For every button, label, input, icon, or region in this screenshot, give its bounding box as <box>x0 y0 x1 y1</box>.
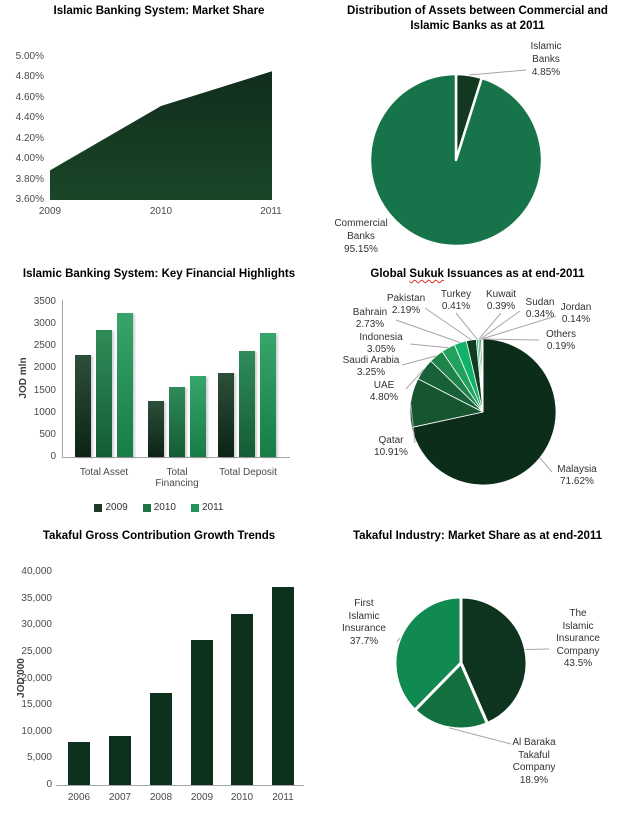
x-axis-line <box>56 785 304 786</box>
pie-slice-label-malaysia <box>546 464 608 488</box>
pie-label-line: Jordan <box>560 302 592 313</box>
x-axis-tick: 2008 <box>149 792 173 803</box>
bar-2007 <box>109 736 131 785</box>
bar-2011-total-asset <box>117 313 133 457</box>
y-axis-tick: 4.20% <box>15 132 44 144</box>
y-axis-tick: 3.60% <box>15 194 44 205</box>
bar-2010 <box>231 614 253 785</box>
y-axis-tick: 40,000 <box>21 566 52 577</box>
x-category-label: Total Financing <box>155 467 199 489</box>
pie-slice-label-the-islamic-insurance-company <box>547 608 609 671</box>
bar-2010-total-financing <box>169 387 185 457</box>
pie-label-line: Bahrain <box>352 307 388 318</box>
chart-title <box>0 529 318 544</box>
pie-label-line: 71.62% <box>560 476 594 487</box>
bar-2011-total-deposit <box>260 333 276 457</box>
bar-2011 <box>272 587 294 785</box>
pie-label-line: Malaysia <box>557 464 597 475</box>
pie-slice-label-commercial-banks <box>328 217 394 256</box>
pie-slice-commercial-banks <box>370 74 542 246</box>
y-axis-line <box>62 300 63 458</box>
x-category-label: Total Asset <box>79 467 129 478</box>
chart-cell-key-financial-highlights <box>0 260 318 520</box>
chart-title <box>0 267 318 282</box>
chart-cell-takaful-contribution <box>0 520 318 814</box>
x-axis-tick: 2007 <box>108 792 132 803</box>
y-axis-tick: 10,000 <box>21 725 52 737</box>
pie-label-line: First <box>354 598 374 609</box>
y-axis-tick: 0 <box>46 779 52 790</box>
y-axis-tick: 500 <box>39 428 56 440</box>
bar-2009-total-financing <box>148 401 164 457</box>
y-axis-tick: 4.60% <box>15 91 44 103</box>
x-axis-tick: 2009 <box>190 792 214 803</box>
pie-slice-label-jordan <box>548 302 604 326</box>
pie-label-line: 4.80% <box>369 392 399 403</box>
pie-slice-label-indonesia <box>349 332 413 356</box>
chart-title-text: Distribution of Assets between Commercial and Islamic Banks as at 2011 <box>347 5 608 32</box>
pie-label-line: UAE <box>373 380 395 391</box>
x-category-label: Total Deposit <box>219 467 277 478</box>
chart-title <box>0 4 318 19</box>
pie-label-line: 10.91% <box>374 447 408 458</box>
bar-2010-total-asset <box>96 330 112 457</box>
chart-cell-global-sukuk <box>318 260 637 520</box>
y-axis-tick: 35,000 <box>21 592 52 604</box>
pie-label-line: 3.05% <box>366 344 396 355</box>
legend-item-2011 <box>191 502 224 513</box>
legend-item-2009 <box>94 502 127 513</box>
title-misspelled-word: Sukuk <box>409 268 444 280</box>
pie-label-line: Insurance <box>556 633 600 644</box>
pie-label-line: Company <box>512 762 556 773</box>
pie-slice-label-saudi-arabia <box>335 355 407 379</box>
pie-label-line: Islamic <box>348 610 380 622</box>
legend-swatch-2009 <box>94 504 102 512</box>
x-axis-tick: 2009 <box>38 206 62 217</box>
y-axis-tick: 0 <box>50 451 56 462</box>
pie-label-line: 0.14% <box>561 314 591 325</box>
pie-label-line: 0.41% <box>441 301 471 312</box>
pie-slice-label-al-baraka-takaful-company <box>501 737 567 787</box>
chart-title-text: Takaful Gross Contribution Growth Trends <box>42 530 276 542</box>
pie-slice-label-islamic-banks <box>515 40 577 79</box>
pie-slice-label-uae <box>360 380 408 404</box>
pie-label-line: 4.85% <box>531 67 561 78</box>
legend-swatch-2011 <box>191 504 199 512</box>
pie-slice-label-others <box>533 329 589 353</box>
pie-label-line: Indonesia <box>359 332 403 343</box>
y-axis-tick: 3500 <box>33 296 56 307</box>
y-axis-tick: 4.40% <box>15 112 44 124</box>
legend-label: 2009 <box>105 502 128 513</box>
pie-label-line: 0.19% <box>546 341 576 352</box>
chart-title-text: Takaful Industry: Market Share as at end-2011 <box>352 530 603 542</box>
pie-label-line: 18.9% <box>519 774 549 786</box>
pie-label-line: 0.34% <box>525 309 555 320</box>
pie-label-line: Saudi Arabia <box>342 355 400 366</box>
pie-label-line: Sudan <box>525 297 555 308</box>
pie-label-line: The <box>569 608 587 619</box>
title-suffix: Issuances as at end-2011 <box>443 268 585 280</box>
leader-line-turkey <box>456 313 477 339</box>
bar-2006 <box>68 742 90 785</box>
pie-label-line: Insurance <box>342 623 386 634</box>
chart-cell-takaful-market-share <box>318 520 637 814</box>
pie-label-line: 37.7% <box>349 635 379 647</box>
bar-2009-total-deposit <box>218 373 234 457</box>
pie-label-line: Company <box>556 645 600 657</box>
pie-label-line: 2.19% <box>391 305 421 316</box>
chart-title-text: Islamic Banking System: Market Share <box>53 5 265 17</box>
pie-label-line: Islamic <box>530 41 562 52</box>
y-axis-title: JOD mln <box>18 357 29 399</box>
legend <box>0 502 318 513</box>
pie-label-line: Commercial <box>334 218 388 229</box>
pie-label-line: 0.39% <box>486 301 516 312</box>
y-axis-tick: 30,000 <box>21 619 52 631</box>
leader-line-kuwait <box>479 313 501 339</box>
pie-label-line: Others <box>545 329 576 340</box>
bar-2009-total-asset <box>75 355 91 457</box>
y-axis-tick: 20,000 <box>21 672 52 684</box>
pie-label-line: Turkey <box>440 289 472 300</box>
y-axis-tick: 5.00% <box>15 51 44 62</box>
legend-item-2010 <box>143 502 176 513</box>
title-prefix: Global <box>370 268 410 280</box>
chart-cell-assets-distribution <box>318 0 637 260</box>
y-axis-tick: 25,000 <box>21 645 52 657</box>
pie-slice-label-qatar <box>363 435 419 459</box>
chart-cell-market-share <box>0 0 318 260</box>
legend-swatch-2010 <box>143 504 151 512</box>
pie-label-line: 3.25% <box>356 367 386 378</box>
pie-label-line: Banks <box>347 231 375 242</box>
pie-label-line: Al Baraka <box>512 737 556 748</box>
y-axis-tick: 5,000 <box>26 752 52 764</box>
x-axis-tick: 2010 <box>230 792 254 803</box>
area-series-market-share <box>50 71 272 200</box>
y-axis-tick: 3.80% <box>15 173 44 185</box>
x-axis-line <box>62 457 290 458</box>
y-axis-tick: 1500 <box>33 384 56 396</box>
leader-line-the-islamic-insurance-company <box>526 649 549 650</box>
y-axis-tick: 2000 <box>33 362 56 374</box>
pie-label-line: 43.5% <box>563 658 593 669</box>
pie-label-line: 95.15% <box>344 244 378 255</box>
pie-label-line: Takaful <box>518 749 550 761</box>
x-axis-tick: 2010 <box>149 206 173 217</box>
bar-2011-total-financing <box>190 376 206 457</box>
pie-label-line: Banks <box>532 54 560 65</box>
y-axis-tick: 2500 <box>33 340 56 352</box>
bar-2008 <box>150 693 172 785</box>
y-axis-tick: 3000 <box>33 318 56 330</box>
chart-title-text: Islamic Banking System: Key Financial Highlights <box>22 268 296 280</box>
area-chart <box>50 50 272 202</box>
pie-label-line: Islamic <box>562 620 594 632</box>
x-axis-tick: 2011 <box>272 792 294 803</box>
pie-label-line: Pakistan <box>386 293 426 304</box>
x-axis-tick: 2006 <box>67 792 91 803</box>
pie-slice-label-first-islamic-insurance <box>332 598 396 648</box>
pie-label-line: Kuwait <box>485 289 516 300</box>
legend-label: 2011 <box>201 502 224 513</box>
leader-line-indonesia <box>410 344 448 348</box>
bar-2010-total-deposit <box>239 351 255 457</box>
pie-label-line: Qatar <box>378 435 404 446</box>
y-axis-tick: 1000 <box>33 406 56 418</box>
bar-2009 <box>191 640 213 785</box>
y-axis-tick: 4.80% <box>15 71 44 83</box>
legend-label: 2010 <box>153 502 176 513</box>
x-axis-tick: 2011 <box>260 206 282 217</box>
pie-label-line: 2.73% <box>355 319 385 330</box>
y-axis-title: JOD'000 <box>16 658 27 698</box>
y-axis-tick: 15,000 <box>21 699 52 711</box>
y-axis-tick: 4.00% <box>15 153 44 165</box>
